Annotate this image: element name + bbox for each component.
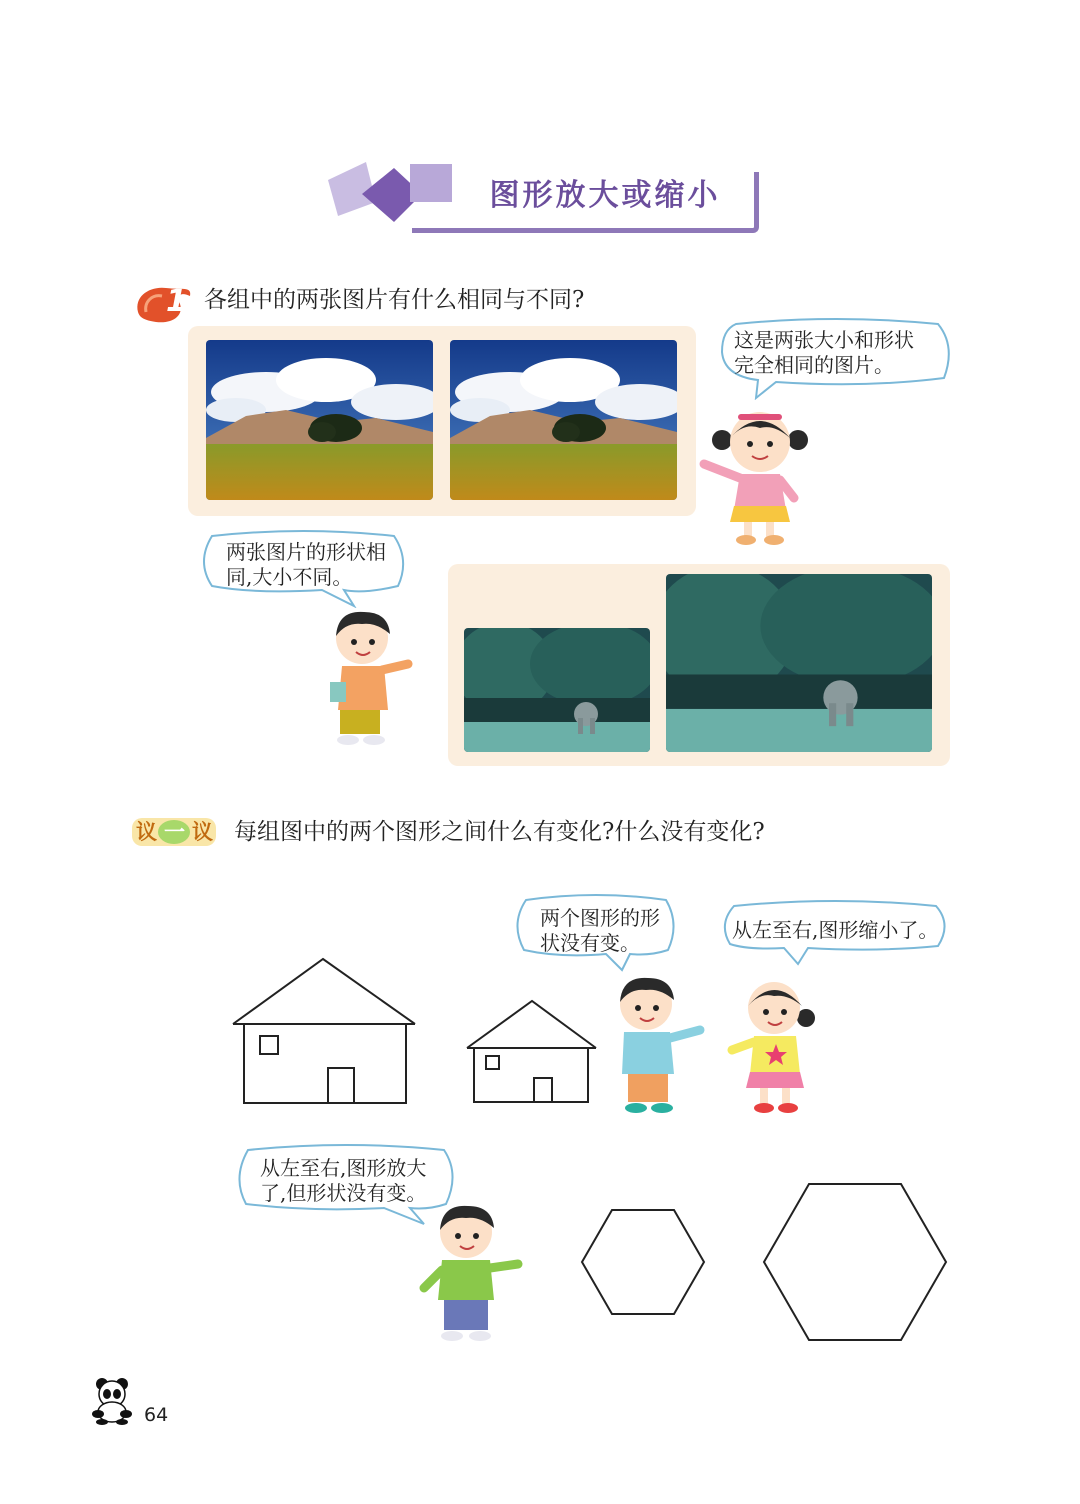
- discuss-char-2: 一: [164, 819, 185, 844]
- house-large: [230, 956, 420, 1108]
- boy-cartoon-icon: [318, 606, 418, 752]
- boy-cartoon-icon: [604, 972, 710, 1120]
- bubble-line-1: 两个图形的形: [540, 906, 660, 930]
- girl-character-2: [724, 974, 820, 1120]
- bubble-line-2: 状没有变。: [540, 931, 640, 955]
- boy-character-2: [604, 972, 710, 1120]
- speech-bubble-girl-top: [716, 316, 956, 400]
- girl-cartoon-icon: [694, 398, 814, 548]
- house-shape: [230, 956, 420, 1108]
- page-title: 图形放大或缩小: [489, 178, 721, 213]
- elephant-photo-small: [464, 628, 650, 752]
- boy-character-3: [414, 1200, 530, 1348]
- bubble-line-1: 从左至右,图形缩小了。: [732, 918, 939, 942]
- bubble-line-1: 这是两张大小和形状: [734, 328, 914, 352]
- question-1-text: 各组中的两张图片有什么相同与不同?: [204, 287, 585, 313]
- landscape-image: [450, 340, 677, 500]
- bubble-line-1: 从左至右,图形放大: [260, 1156, 427, 1180]
- discuss-question-text: 每组图中的两个图形之间什么有变化?什么没有变化?: [234, 819, 765, 845]
- boy-character: [318, 606, 418, 752]
- hexagon-shape: [580, 1208, 706, 1316]
- landscape-photo-left: [206, 340, 433, 500]
- speech-bubble-boy-middle: [194, 528, 410, 608]
- panda-icon: [88, 1376, 138, 1426]
- landscape-image: [206, 340, 433, 500]
- house-shape: [464, 998, 600, 1106]
- elephant-image: [666, 574, 932, 752]
- page-number: 64: [144, 1404, 169, 1426]
- landscape-photo-right: [450, 340, 677, 500]
- bubble-line-2: 同,大小不同。: [226, 565, 353, 589]
- bubble-line-1: 两张图片的形状相: [226, 540, 386, 564]
- elephant-image: [464, 628, 650, 752]
- speech-bubble-boy-houses: [510, 892, 680, 972]
- elephant-photo-large: [666, 574, 932, 752]
- speech-bubble-girl-houses: [718, 898, 952, 968]
- house-small: [464, 998, 600, 1106]
- discuss-char-1: 议: [136, 819, 157, 844]
- discuss-char-3: 议: [192, 819, 213, 844]
- girl-cartoon-icon: [724, 974, 820, 1120]
- hexagon-shape: [762, 1182, 948, 1342]
- hexagon-large: [762, 1182, 948, 1342]
- girl-character: [694, 398, 814, 548]
- hexagon-small: [580, 1208, 706, 1316]
- discuss-badge: [132, 816, 216, 848]
- bubble-line-2: 了,但形状没有变。: [260, 1181, 427, 1205]
- question-number-badge: [132, 282, 190, 322]
- bubble-line-2: 完全相同的图片。: [734, 353, 894, 377]
- question-number: 1: [166, 284, 187, 319]
- panda-mascot-icon: [88, 1376, 138, 1426]
- boy-cartoon-icon: [414, 1200, 530, 1348]
